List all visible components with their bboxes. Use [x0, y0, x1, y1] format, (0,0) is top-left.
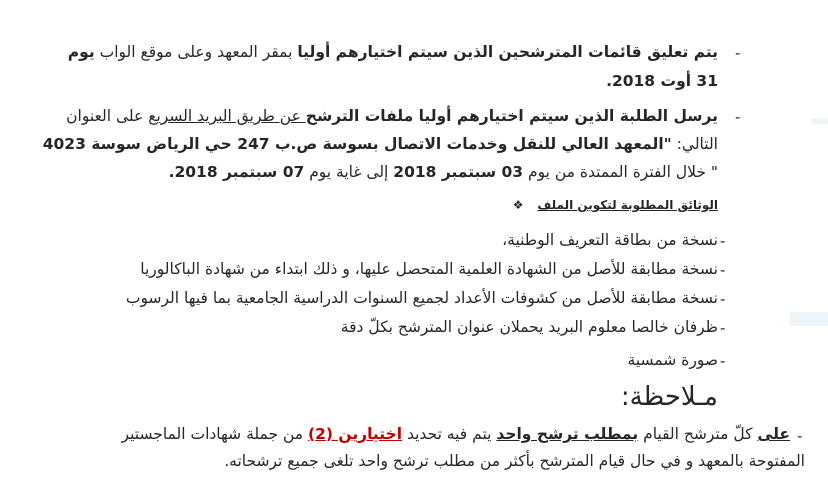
single-application-text: بمطلب ترشح واحد — [496, 425, 639, 443]
list-dash: - — [720, 290, 726, 308]
list-dash: - — [797, 427, 803, 445]
doc-item: نسخة مطابقة للأصل من كشوفات الأعداد لجميع السنوات الدراسية الجامعية بما فيها الرسوب — [125, 289, 718, 307]
note-line-1 — [122, 422, 790, 446]
note-text-a: كلّ مترشح القيام — [638, 425, 758, 443]
doc-item: نسخة من بطاقة التعريف الوطنية، — [502, 231, 718, 249]
paragraph-2-line-2 — [43, 132, 718, 156]
doc-item: ظرفان خالصا معلوم البريد يحملان عنوان المترشح بكلّ دقة — [340, 318, 718, 336]
doc-item: صورة شمسية — [627, 351, 718, 369]
list-dash: - — [720, 319, 726, 337]
page-edge-mark — [812, 118, 828, 124]
docs-header-text: الوثائق المطلوبة لتكوين الملف — [537, 198, 718, 212]
paragraph-1-line-1 — [68, 40, 718, 64]
list-dash: - — [720, 261, 726, 279]
two-choices-text: اختيارين (2) — [308, 425, 403, 443]
note-title: مـلاحظة: — [620, 382, 718, 412]
list-dash: - — [735, 44, 741, 62]
list-dash: - — [720, 352, 726, 370]
docs-header — [513, 193, 718, 217]
doc-item: نسخة مطابقة للأصل من الشهادة العلمية المتحصل عليها، و ذلك ابتداء من شهادة الباكالوريا — [140, 260, 718, 278]
period-end-date: 07 سبتمبر 2018. — [168, 163, 305, 181]
page-edge-mark — [790, 312, 828, 326]
period-text-b: إلى غاية يوم — [304, 163, 394, 181]
list-dash: - — [720, 232, 726, 250]
paragraph-2-text: على العنوان — [66, 107, 149, 125]
paragraph-2-bold-text: يرسل الطلبة الذين سيتم اختيارهم أوليا ملفات الترشح — [305, 107, 718, 125]
paragraph-1-bold-end: يوم — [67, 43, 95, 61]
note-keyword: على — [757, 425, 790, 443]
paragraph-1-line-2: 31 أوت 2018. — [606, 72, 718, 90]
note-text-b: يتم فيه تحديد — [402, 425, 497, 443]
diamond-bullet-icon: ❖ — [512, 198, 524, 212]
note-text-c: من جملة شهادات الماجستير — [121, 425, 309, 443]
paragraph-1-text: بمقر المعهد وعلى موقع الواب — [94, 43, 298, 61]
paragraph-1-bold-text: يتم تعليق قائمات المترشحين الذين سيتم اختيارهم أوليا — [297, 43, 718, 61]
institute-address: "المعهد العالي للنقل وخدمات الاتصال بسوسة ص.ب 247 حي الرياض سوسة 4023 — [42, 135, 672, 153]
list-dash: - — [735, 108, 741, 126]
period-text-a: " خلال الفترة الممتدة من يوم — [523, 163, 718, 181]
paragraph-2-label: التالي: — [671, 135, 718, 153]
paragraph-2-line-3 — [169, 160, 718, 184]
period-start-date: 03 سبتمبر 2018 — [393, 163, 524, 181]
note-line-2: المفتوحة بالمعهد و في حال قيام المترشح بأكثر من مطلب ترشح واحد تلغى جميع ترشحاته. — [224, 452, 805, 470]
paragraph-2-line-1 — [66, 104, 718, 128]
paragraph-2-underlined-text: عن طريق البريد السريع — [148, 107, 306, 125]
